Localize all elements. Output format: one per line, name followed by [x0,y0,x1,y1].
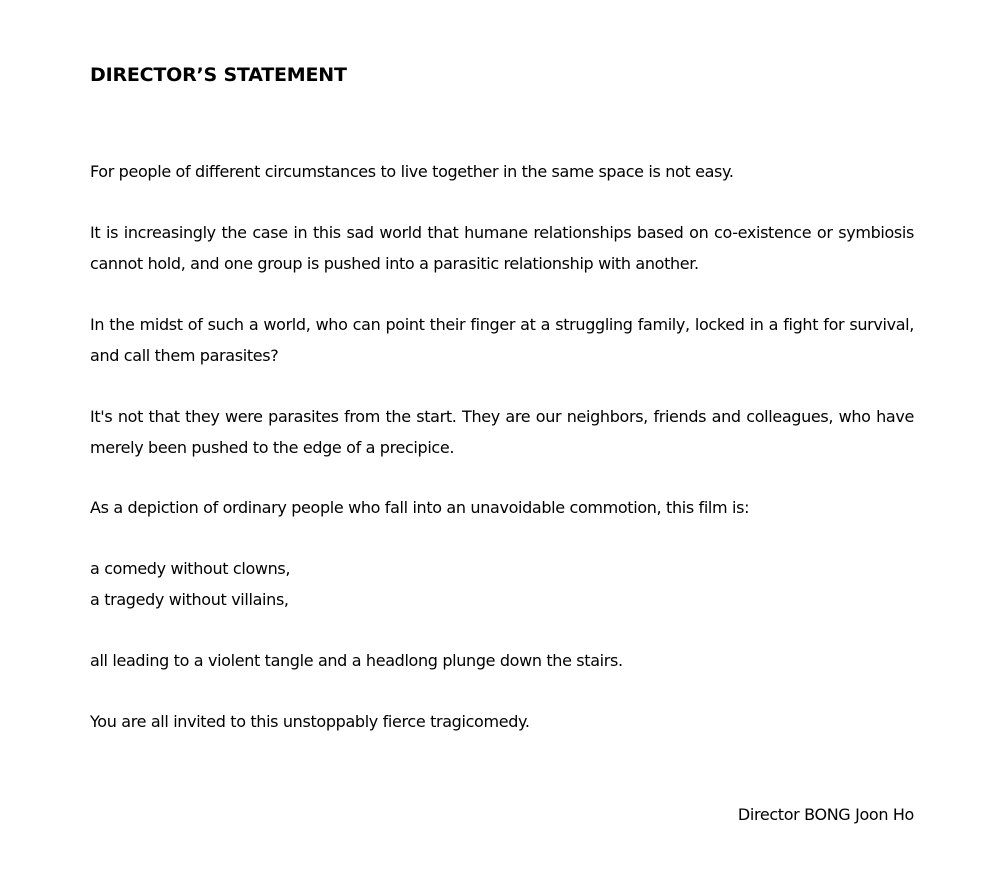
statement-page [90,0,914,874]
line-tragedy: a tragedy without villains, [90,590,289,609]
paragraph-struggling-family: In the midst of such a world, who can point their finger at a struggling family, locked in a fight for survival, and call them parasites? [90,315,914,365]
paragraph-depiction: As a depiction of ordinary people who fall into an unavoidable commotion, this film is: [90,498,750,517]
paragraph-neighbors: It's not that they were parasites from the start. They are our neighbors, friends and colleagues, who have merely been pushed to the edge of a precipice. [90,407,914,457]
director-signature: Director BONG Joon Ho [737,805,914,824]
paragraph-invitation: You are all invited to this unstoppably fierce tragicomedy. [90,712,530,731]
paragraph-opening: For people of different circumstances to live together in the same space is not easy. [90,162,734,181]
line-comedy: a comedy without clowns, [90,559,291,578]
paragraph-tangle: all leading to a violent tangle and a headlong plunge down the stairs. [90,651,623,670]
paragraph-symbiosis: It is increasingly the case in this sad world that humane relationships based on co-existence or symbiosis cannot hold, and one group is pushed into a parasitic relationship with another. [90,223,914,273]
document-title: DIRECTOR’S STATEMENT [90,64,347,86]
